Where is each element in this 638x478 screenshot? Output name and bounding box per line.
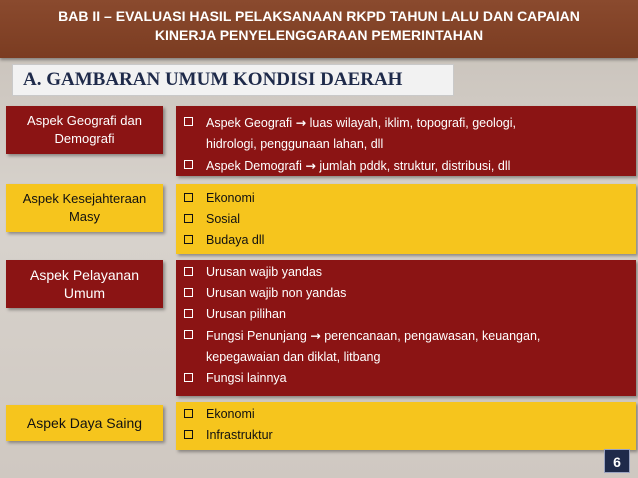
panel-aspek-geografi-demografi (176, 106, 636, 176)
checkbox-bullet-icon (184, 373, 193, 382)
checkbox-bullet-icon (184, 309, 193, 318)
panel-aspek-pelayanan-umum (176, 260, 636, 396)
arrow-right-icon: → (310, 328, 321, 343)
list-item (182, 230, 636, 251)
item-text-continued: kepegawaian dan diklat, litbang (206, 350, 381, 364)
label-line-2: Umum (63, 285, 106, 301)
item-text: Urusan wajib yandas (206, 265, 323, 279)
item-text: Infrastruktur (206, 428, 273, 442)
section-title: A. GAMBARAN UMUM KONDISI DAERAH (12, 64, 454, 96)
checkbox-bullet-icon (184, 117, 193, 126)
arrow-right-icon: → (295, 115, 307, 130)
slide-title-line-1: BAB II – EVALUASI HASIL PELAKSANAAN RKPD TAHUN LALU DAN CAPAIAN (58, 8, 580, 24)
checkbox-bullet-icon (184, 160, 193, 169)
list-item (182, 283, 636, 304)
label-aspek-geografi-demografi (6, 106, 163, 154)
panel-aspek-daya-saing (176, 402, 636, 450)
item-text: Ekonomi (206, 191, 255, 205)
list-item (182, 262, 636, 283)
item-text: Ekonomi (206, 407, 255, 421)
item-text: Fungsi Penunjang (206, 329, 307, 343)
label-aspek-pelayanan-umum (6, 260, 163, 308)
item-text: Sosial (206, 212, 241, 226)
label-line-2: Masy (68, 209, 101, 224)
item-text: Urusan pilihan (206, 307, 286, 321)
item-text: Budaya dll (206, 233, 265, 247)
item-text-continued: hidrologi, penggunaan lahan, dll (206, 137, 384, 151)
list-item (182, 304, 636, 325)
checkbox-bullet-icon (184, 267, 193, 276)
item-text: Aspek Geografi (206, 116, 293, 130)
item-text: jumlah pddk, struktur, distribusi, dll (319, 159, 511, 173)
page-number: 6 (604, 449, 630, 473)
label-line-1: Aspek Daya Saing (26, 415, 143, 431)
panel-aspek-kesejahteraan (176, 184, 636, 254)
slide-title-line-2: KINERJA PENYELENGGARAAN PEMERINTAHAN (154, 27, 484, 43)
label-aspek-kesejahteraan (6, 184, 163, 232)
item-text: Urusan wajib non yandas (206, 286, 347, 300)
item-text: Fungsi lainnya (206, 371, 287, 385)
item-text: luas wilayah, iklim, topografi, geologi, (309, 116, 516, 130)
label-line-1: Aspek Kesejahteraan (22, 191, 147, 206)
item-text: Aspek Demografi (206, 159, 302, 173)
checkbox-bullet-icon (184, 330, 193, 339)
list-item (182, 368, 636, 389)
checkbox-bullet-icon (184, 193, 193, 202)
label-line-1: Aspek Geografi dan (27, 113, 142, 128)
list-item (182, 325, 636, 368)
checkbox-bullet-icon (184, 409, 193, 418)
label-aspek-daya-saing (6, 405, 163, 441)
list-item (182, 188, 636, 209)
label-line-1: Aspek Pelayanan (30, 267, 139, 283)
list-item (182, 404, 636, 425)
list-item (182, 155, 636, 177)
item-text: perencanaan, pengawasan, keuangan, (324, 329, 541, 343)
list-item (182, 209, 636, 230)
list-item (182, 112, 636, 155)
list-item (182, 425, 636, 446)
arrow-right-icon: → (305, 158, 316, 173)
label-line-2: Demografi (54, 131, 115, 146)
slide-title-bar (0, 0, 638, 58)
checkbox-bullet-icon (184, 288, 193, 297)
checkbox-bullet-icon (184, 430, 193, 439)
checkbox-bullet-icon (184, 214, 193, 223)
checkbox-bullet-icon (184, 235, 193, 244)
